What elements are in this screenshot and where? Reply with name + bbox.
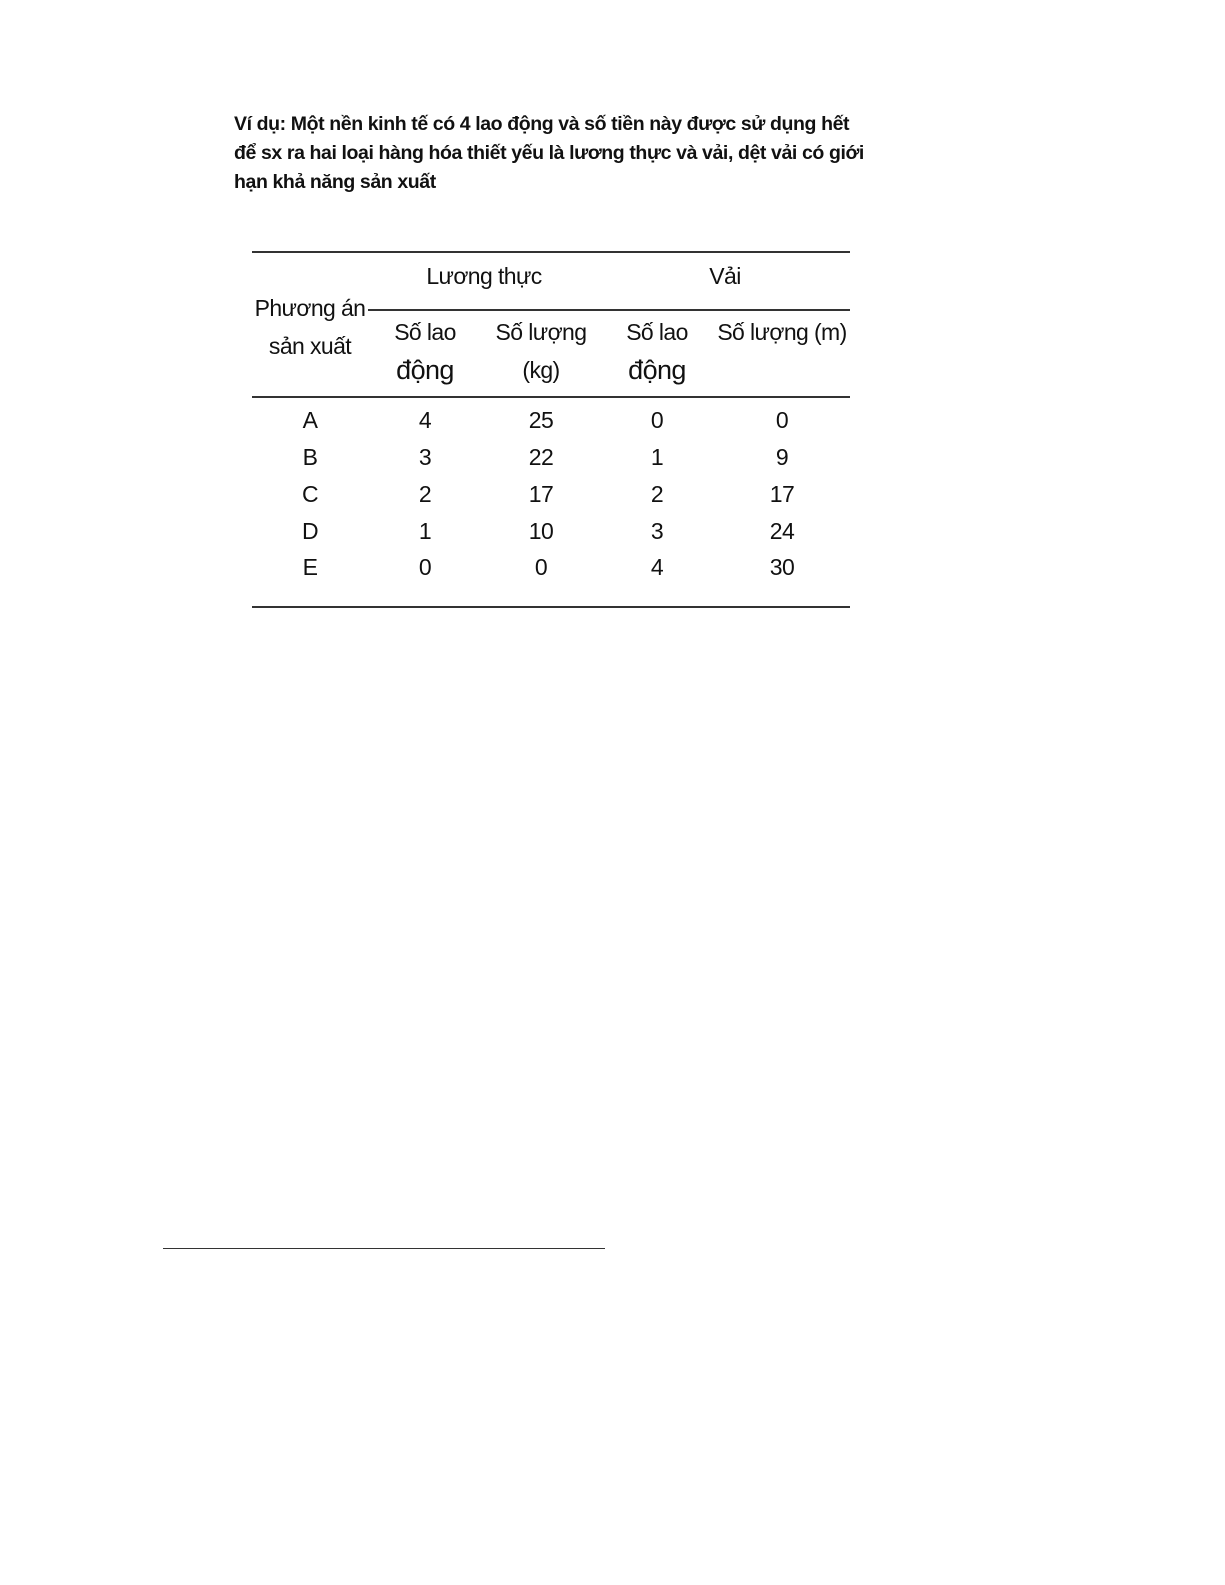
table-row <box>252 476 850 513</box>
header-cloth-labor-line1: Số lao <box>626 319 688 345</box>
cell-food-qty: 22 <box>528 444 554 470</box>
group-header-food: Lương thực <box>426 263 542 289</box>
cell-food-labor: 4 <box>418 407 432 433</box>
table-row <box>252 402 850 439</box>
cell-cloth-qty: 9 <box>775 444 789 470</box>
cell-food-labor: 2 <box>418 481 432 507</box>
cell-option: A <box>302 407 318 433</box>
cell-option: E <box>302 554 318 580</box>
stub-header <box>252 289 368 365</box>
cell-cloth-qty: 30 <box>769 554 795 580</box>
cell-cloth-qty: 24 <box>769 518 795 544</box>
cell-cloth-labor: 2 <box>650 481 664 507</box>
cell-cloth-qty: 0 <box>775 407 789 433</box>
cell-cloth-labor: 4 <box>650 554 664 580</box>
header-cloth-labor <box>600 313 714 389</box>
table-row <box>252 549 850 586</box>
stub-header-line1: Phương án <box>254 295 366 321</box>
cell-cloth-labor: 3 <box>650 518 664 544</box>
header-cloth-qty <box>714 313 850 351</box>
stub-header-line2: sản xuất <box>268 333 352 359</box>
cell-food-qty: 17 <box>528 481 554 507</box>
cell-food-qty: 25 <box>528 407 554 433</box>
cell-cloth-labor: 0 <box>650 407 664 433</box>
header-food-qty-line2: (kg) <box>522 357 560 383</box>
cell-food-qty: 0 <box>534 554 548 580</box>
cell-food-labor: 0 <box>418 554 432 580</box>
footnote-separator <box>163 1248 605 1249</box>
cell-cloth-qty: 17 <box>769 481 795 507</box>
cell-food-qty: 10 <box>528 518 554 544</box>
table-header-rule <box>252 396 850 398</box>
header-food-labor-line1: Số lao <box>394 319 456 345</box>
cell-food-labor: 1 <box>418 518 432 544</box>
table-row <box>252 439 850 476</box>
header-food-labor <box>368 313 482 389</box>
table-group-rule <box>368 309 850 311</box>
header-food-qty <box>482 313 600 389</box>
header-cloth-labor-line2: động <box>628 355 686 385</box>
intro-paragraph: Ví dụ: Một nền kinh tế có 4 lao động và số tiền này được sử dụng hết để sx ra hai loại hàng hóa thiết yếu là lương thực và vải, dệt vải có giới hạn khả năng sản xuất <box>234 113 864 193</box>
header-food-labor-line2: động <box>396 355 454 385</box>
table-bottom-rule <box>252 606 850 608</box>
cell-food-labor: 3 <box>418 444 432 470</box>
cell-option: B <box>302 444 318 470</box>
group-header-cloth: Vải <box>709 263 741 289</box>
table-top-rule <box>252 251 850 253</box>
cell-cloth-labor: 1 <box>650 444 664 470</box>
table-row <box>252 513 850 550</box>
cell-option: D <box>301 518 318 544</box>
cell-option: C <box>301 481 318 507</box>
header-food-qty-line1: Số lượng <box>495 319 587 345</box>
header-cloth-qty-line1: Số lượng (m) <box>717 319 847 345</box>
